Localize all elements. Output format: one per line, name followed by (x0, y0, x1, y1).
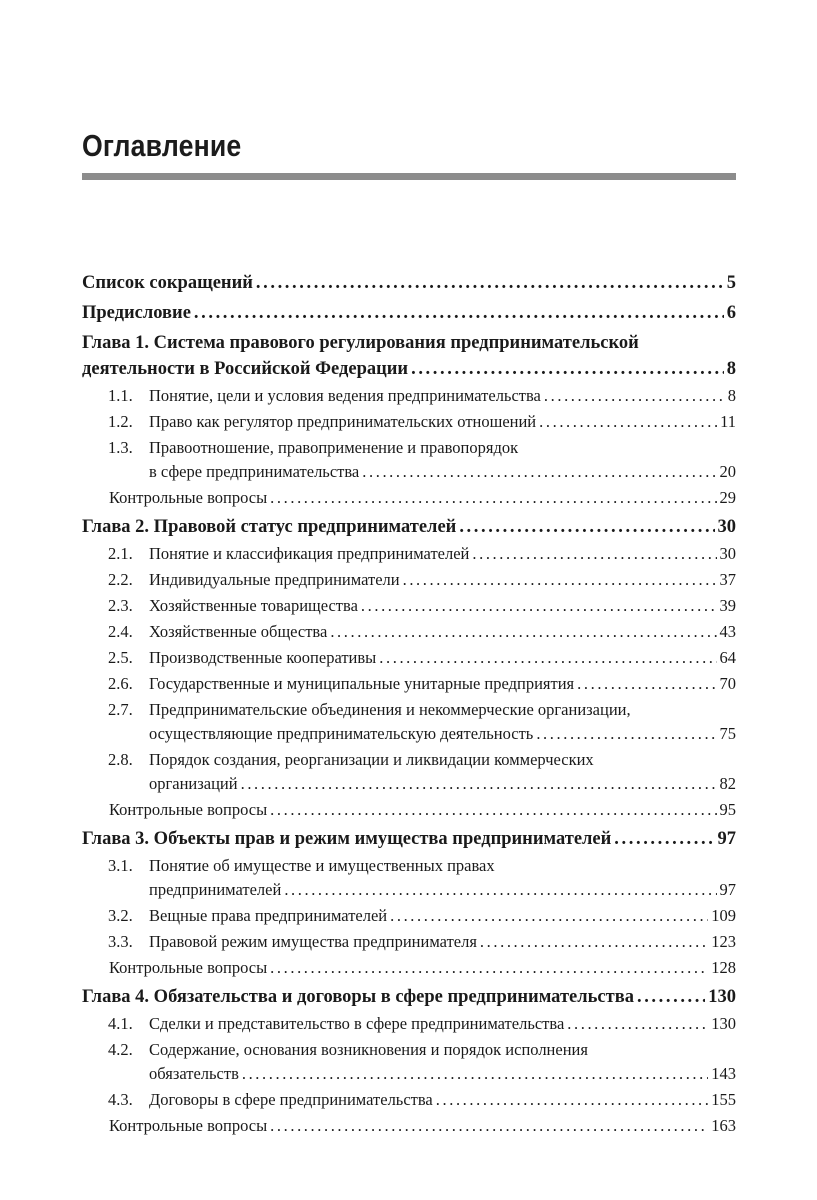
section-number: 1.2. (108, 412, 133, 431)
page-number: 95 (719, 800, 736, 819)
page-number: 155 (711, 1090, 736, 1109)
dot-leader (256, 270, 724, 296)
section-number: 2.8. (108, 750, 133, 769)
dot-leader (436, 1088, 708, 1112)
entry-title: Индивидуальные предприниматели (149, 570, 400, 589)
entry-title-line: Содержание, основания возникновения и порядок исполнения (149, 1040, 588, 1059)
entry-title: Предисловие (82, 303, 191, 323)
entry-title: Хозяйственные товарищества (149, 596, 358, 615)
entry-title: Глава 3. Объекты прав и режим имущества предпринимателей (82, 829, 612, 849)
title-underline (82, 173, 736, 180)
dot-leader (472, 542, 716, 566)
section-number: 3.1. (108, 856, 133, 875)
entry-title: Контрольные вопросы (109, 958, 268, 977)
dot-leader (270, 956, 708, 980)
section-number: 2.2. (108, 570, 133, 589)
dot-leader (536, 722, 716, 746)
toc-entry-review[interactable] (82, 486, 736, 510)
toc-entry-section[interactable] (82, 930, 736, 954)
toc-entry-chapter[interactable] (82, 300, 736, 326)
toc-entry-section[interactable] (82, 698, 736, 746)
page-number: 97 (717, 829, 736, 849)
toc-entry-section[interactable] (82, 620, 736, 644)
toc-entry-review[interactable] (82, 798, 736, 822)
section-number: 2.1. (108, 544, 133, 563)
dot-leader (362, 460, 716, 484)
entry-title-line: Понятие об имуществе и имущественных правах (149, 856, 495, 875)
toc-entry-section[interactable] (82, 854, 736, 902)
dot-leader (544, 384, 725, 408)
dot-leader (284, 878, 716, 902)
section-number: 1.3. (108, 438, 133, 457)
entry-title-line: Предпринимательские объединения и некоммерческие организации, (149, 700, 631, 719)
section-number: 2.4. (108, 622, 133, 641)
page-number: 64 (719, 648, 736, 667)
dot-leader (637, 984, 705, 1010)
toc-entry-section[interactable] (82, 436, 736, 484)
section-number: 3.2. (108, 906, 133, 925)
section-number: 3.3. (108, 932, 133, 951)
toc-entry-section[interactable] (82, 646, 736, 670)
page-number: 5 (726, 273, 736, 293)
dot-leader (361, 594, 717, 618)
page-number: 6 (726, 303, 736, 323)
page-number: 39 (719, 596, 736, 615)
dot-leader (567, 1012, 708, 1036)
dot-leader (614, 826, 714, 852)
toc-entry-chapter[interactable] (82, 984, 736, 1010)
entry-title: осуществляющие предпринимательскую деятельность (149, 724, 534, 743)
entry-title-line: Глава 1. Система правового регулирования предпринимательской (82, 333, 639, 353)
page-number: 82 (719, 774, 736, 793)
dot-leader (241, 772, 717, 796)
entry-title: Сделки и представительство в сфере предпринимательства (149, 1014, 565, 1033)
entry-title: Правовой режим имущества предпринимателя (149, 932, 477, 951)
section-number: 1.1. (108, 386, 133, 405)
toc-entry-chapter[interactable] (82, 270, 736, 296)
entry-title: Хозяйственные общества (149, 622, 328, 641)
toc-entry-section[interactable] (82, 594, 736, 618)
toc-entry-section[interactable] (82, 1038, 736, 1086)
entry-title: Глава 4. Обязательства и договоры в сфере предпринимательства (82, 987, 634, 1007)
entry-title: Понятие, цели и условия ведения предпринимательства (149, 386, 541, 405)
page-number: 109 (711, 906, 736, 925)
entry-title: Глава 2. Правовой статус предпринимателей (82, 517, 457, 537)
page-number: 143 (711, 1064, 736, 1083)
entry-title-line: Порядок создания, реорганизации и ликвидации коммерческих (149, 750, 594, 769)
page-number: 130 (711, 1014, 736, 1033)
dot-leader (480, 930, 708, 954)
dot-leader (379, 646, 716, 670)
dot-leader (242, 1062, 708, 1086)
section-number: 2.6. (108, 674, 133, 693)
page-number: 8 (727, 386, 736, 405)
dot-leader (330, 620, 716, 644)
page-number: 29 (719, 488, 736, 507)
entry-title: обязательств (149, 1064, 239, 1083)
page-number: 30 (719, 544, 736, 563)
section-number: 4.2. (108, 1040, 133, 1059)
dot-leader (194, 300, 724, 326)
dot-leader (539, 410, 717, 434)
toc-entry-chapter[interactable] (82, 826, 736, 852)
section-number: 4.3. (108, 1090, 133, 1109)
entry-title: деятельности в Российской Федерации (82, 359, 409, 379)
entry-title: предпринимателей (149, 880, 282, 899)
entry-title: в сфере предпринимательства (149, 462, 360, 481)
dot-leader (411, 356, 724, 382)
page-number: 97 (719, 880, 736, 899)
entry-title: организаций (149, 774, 238, 793)
table-of-contents (82, 270, 736, 1138)
entry-title: Договоры в сфере предпринимательства (149, 1090, 433, 1109)
entry-title: Понятие и классификация предпринимателей (149, 544, 470, 563)
toc-entry-section[interactable] (82, 1012, 736, 1036)
toc-entry-section[interactable] (82, 542, 736, 566)
entry-title: Список сокращений (82, 273, 253, 293)
dot-leader (270, 1114, 708, 1138)
toc-entry-review[interactable] (82, 1114, 736, 1138)
toc-entry-review[interactable] (82, 956, 736, 980)
toc-entry-section[interactable] (82, 410, 736, 434)
page-number: 11 (720, 412, 736, 431)
dot-leader (270, 486, 716, 510)
entry-title: Контрольные вопросы (109, 1116, 268, 1135)
page-number: 123 (711, 932, 736, 951)
dot-leader (459, 514, 714, 540)
section-number: 4.1. (108, 1014, 133, 1033)
dot-leader (577, 672, 716, 696)
page-number: 37 (719, 570, 736, 589)
page-number: 30 (717, 517, 736, 537)
section-number: 2.7. (108, 700, 133, 719)
dot-leader (403, 568, 717, 592)
entry-title: Контрольные вопросы (109, 488, 268, 507)
toc-entry-section[interactable] (82, 384, 736, 408)
toc-entry-section[interactable] (82, 672, 736, 696)
page-number: 75 (719, 724, 736, 743)
entry-title: Государственные и муниципальные унитарные предприятия (149, 674, 575, 693)
toc-entry-chapter[interactable] (82, 514, 736, 540)
page-number: 43 (719, 622, 736, 641)
toc-entry-section[interactable] (82, 1088, 736, 1112)
entry-title: Вещные права предпринимателей (149, 906, 388, 925)
page-number: 70 (719, 674, 736, 693)
dot-leader (270, 798, 716, 822)
page-number: 128 (711, 958, 736, 977)
entry-title: Производственные кооперативы (149, 648, 377, 667)
page-number: 163 (711, 1116, 736, 1135)
toc-entry-section[interactable] (82, 748, 736, 796)
section-number: 2.3. (108, 596, 133, 615)
section-number: 2.5. (108, 648, 133, 667)
page-number: 130 (708, 987, 736, 1007)
entry-title-line: Правоотношение, правоприменение и правопорядок (149, 438, 519, 457)
page-number: 20 (719, 462, 736, 481)
toc-entry-section[interactable] (82, 904, 736, 928)
entry-title: Право как регулятор предпринимательских отношений (149, 412, 537, 431)
toc-entry-chapter[interactable] (82, 330, 736, 382)
toc-entry-section[interactable] (82, 568, 736, 592)
dot-leader (390, 904, 708, 928)
page-number: 8 (726, 359, 736, 379)
entry-title: Контрольные вопросы (109, 800, 268, 819)
page-title: Оглавление (82, 128, 242, 163)
